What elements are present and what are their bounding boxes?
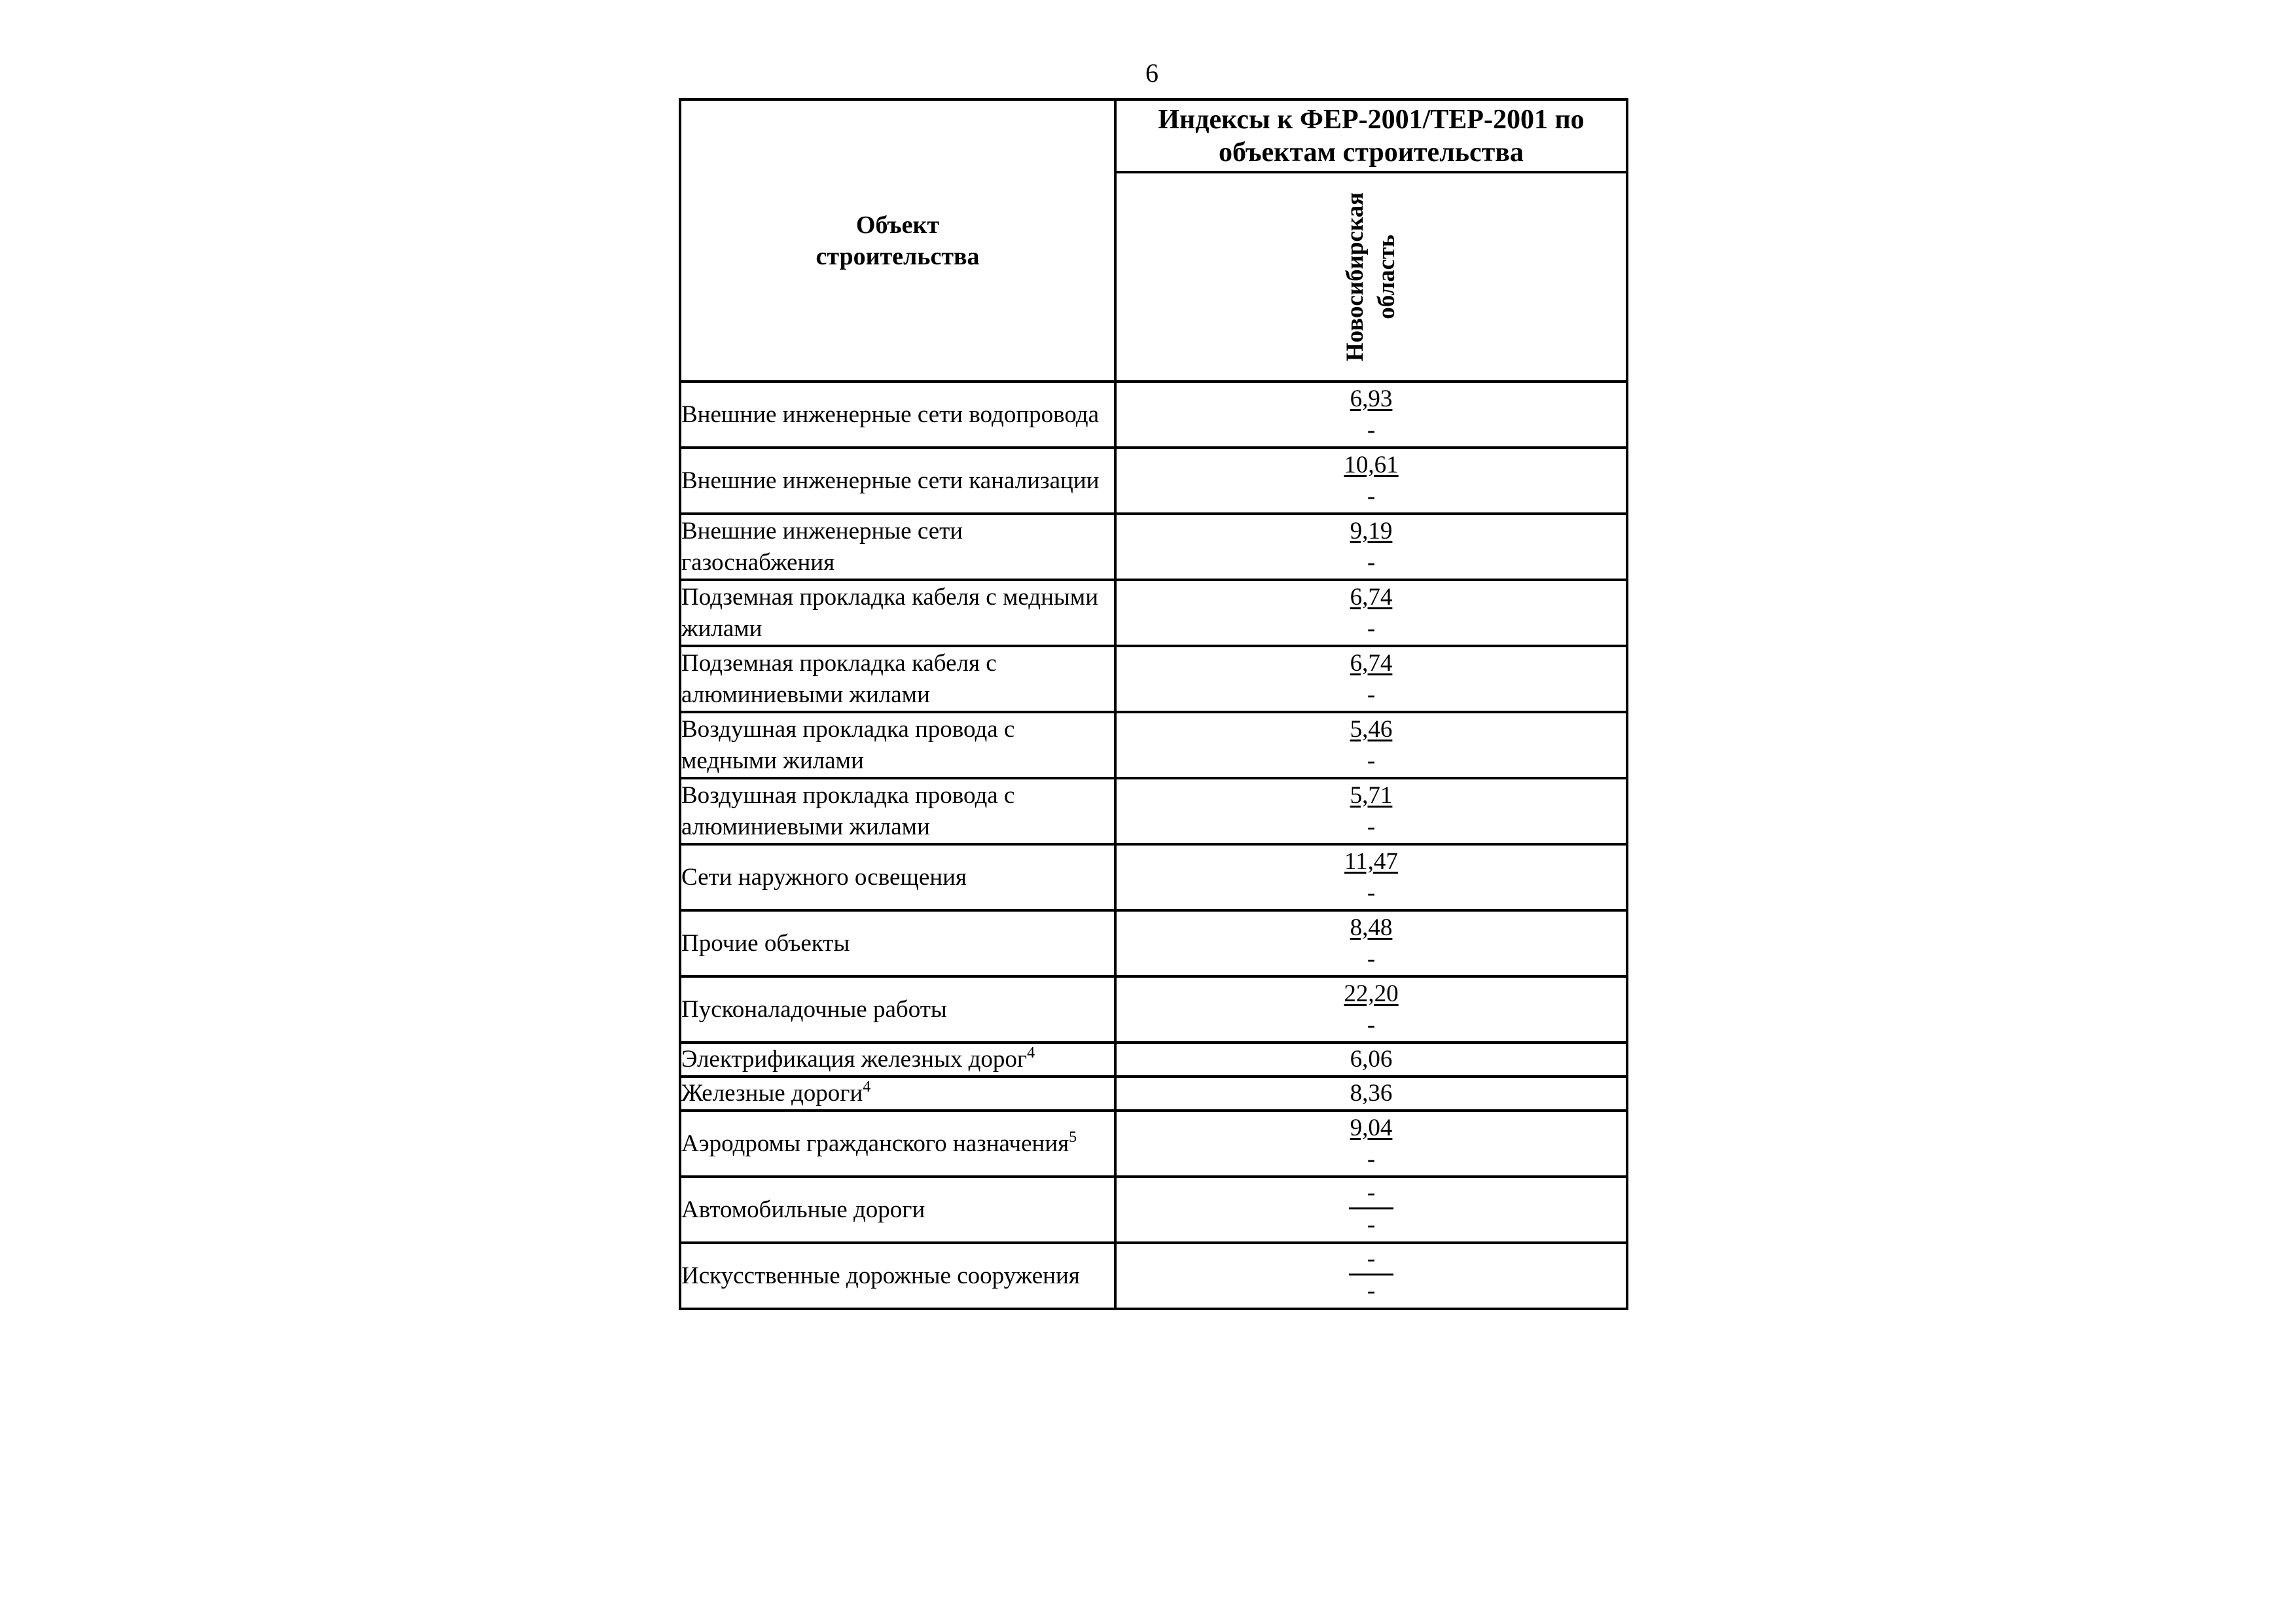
index-value-cell [1115,976,1627,1043]
object-name-cell [680,1177,1115,1243]
index-fraction [1349,1179,1393,1241]
index-value-cell [1115,1243,1627,1309]
index-denominator: - [1367,1145,1376,1173]
index-denominator: - [1367,615,1376,642]
index-value-cell [1115,580,1627,646]
table-row [680,580,1627,646]
index-denominator: - [1367,945,1376,972]
object-name-cell [680,1043,1115,1077]
index-value-cell [1115,778,1627,844]
index-fraction [1349,1245,1393,1307]
index-value: 8,36 [1350,1080,1393,1107]
table-row [680,448,1627,514]
table-row [680,778,1627,844]
object-name-cell [680,514,1115,580]
object-name: Внешние инженерные сети водопровода [681,401,1100,428]
index-denominator: - [1367,1011,1376,1039]
index-value-cell [1115,514,1627,580]
index-denominator: - [1367,681,1376,708]
index-fraction [1348,1113,1395,1175]
table-row [680,382,1627,448]
table-row [680,712,1627,778]
header-group-title: Индексы к ФЕР-2001/ТЕР-2001 по объектам строительства [1115,99,1627,172]
table-row [680,1043,1627,1077]
index-fraction [1348,383,1395,446]
header-object-column [680,99,1115,382]
object-name-cell [680,1111,1115,1177]
object-name: Подземная прокладка кабеля с алюминиевыми жилами [681,649,997,708]
object-name: Внешние инженерные сети газоснабжения [681,517,963,576]
index-value-cell [1115,382,1627,448]
object-name: Воздушная прокладка провода с медными жилами [681,715,1015,774]
index-value-cell [1115,910,1627,976]
object-name: Железные дороги [681,1080,863,1107]
index-denominator: - [1367,482,1376,510]
object-name-cell [680,778,1115,844]
table-row [680,1111,1627,1177]
object-name: Искусственные дорожные сооружения [681,1262,1080,1289]
index-numerator: 9,19 [1350,517,1393,544]
index-numerator: - [1349,1179,1393,1209]
object-name-cell [680,382,1115,448]
index-numerator: - [1349,1245,1393,1275]
header-region [1115,172,1627,382]
index-value-cell [1115,1111,1627,1177]
index-numerator: 6,74 [1350,583,1393,611]
object-name-cell [680,712,1115,778]
object-name-cell [680,1243,1115,1309]
index-numerator: 8,48 [1350,914,1393,941]
object-name: Прочие объекты [681,929,850,957]
footnote-marker: 5 [1069,1128,1077,1146]
footnote-marker: 4 [863,1079,871,1096]
index-value: 6,06 [1350,1046,1393,1073]
object-name: Сети наружного освещения [681,863,967,891]
object-name: Воздушная прокладка провода с алюминиевыми жилами [681,781,1015,840]
index-numerator: 10,61 [1344,451,1399,478]
index-numerator: 5,71 [1350,781,1393,809]
table-row [680,514,1627,580]
index-value-cell [1115,712,1627,778]
index-fraction [1348,912,1395,975]
object-name: Внешние инженерные сети канализации [681,467,1100,494]
index-denominator: - [1367,747,1376,774]
object-name-cell [680,976,1115,1043]
index-fraction [1348,780,1395,843]
object-name: Аэродромы гражданского назначения [681,1130,1069,1157]
index-numerator: 6,93 [1350,385,1393,412]
index-fraction [1341,450,1401,512]
index-value-cell [1115,844,1627,910]
index-value-cell [1115,1077,1627,1111]
object-name: Электрификация железных дорог [681,1046,1028,1073]
object-name: Пусконаладочные работы [681,995,947,1023]
index-fraction [1348,648,1395,711]
index-denominator: - [1367,879,1376,906]
footnote-marker: 4 [1027,1044,1035,1061]
table-row [680,976,1627,1043]
index-fraction [1342,846,1401,909]
object-name-cell [680,580,1115,646]
index-value-cell [1115,1177,1627,1243]
header-region-label: Новосибирская область [1342,192,1400,362]
object-name-cell [680,448,1115,514]
index-value-cell [1115,646,1627,712]
header-object-label: Объект строительства [816,211,980,270]
page-number: 6 [1145,58,1158,88]
index-numerator: 6,74 [1350,649,1393,677]
index-denominator: - [1367,548,1376,576]
table-row [680,1177,1627,1243]
index-numerator: 5,46 [1350,715,1393,743]
index-table [679,98,1628,1310]
index-denominator: - [1367,1277,1376,1304]
table-row [680,844,1627,910]
index-numerator: 9,04 [1350,1114,1393,1141]
table-body [680,382,1627,1309]
index-fraction [1348,714,1395,777]
index-denominator: - [1367,813,1376,840]
table-row [680,646,1627,712]
table-row [680,1243,1627,1309]
index-fraction [1348,516,1395,579]
object-name: Автомобильные дороги [681,1196,925,1223]
index-denominator: - [1367,416,1376,444]
object-name-cell [680,844,1115,910]
object-name-cell [680,910,1115,976]
table-row [680,910,1627,976]
table-row [680,1077,1627,1111]
index-numerator: 22,20 [1344,980,1399,1007]
index-fraction [1348,582,1395,645]
object-name-cell [680,646,1115,712]
index-value-cell [1115,1043,1627,1077]
index-value-cell [1115,448,1627,514]
object-name: Подземная прокладка кабеля с медными жилами [681,583,1099,642]
object-name-cell [680,1077,1115,1111]
index-numerator: 11,47 [1344,847,1398,875]
index-denominator: - [1367,1211,1376,1238]
index-fraction [1341,978,1401,1041]
